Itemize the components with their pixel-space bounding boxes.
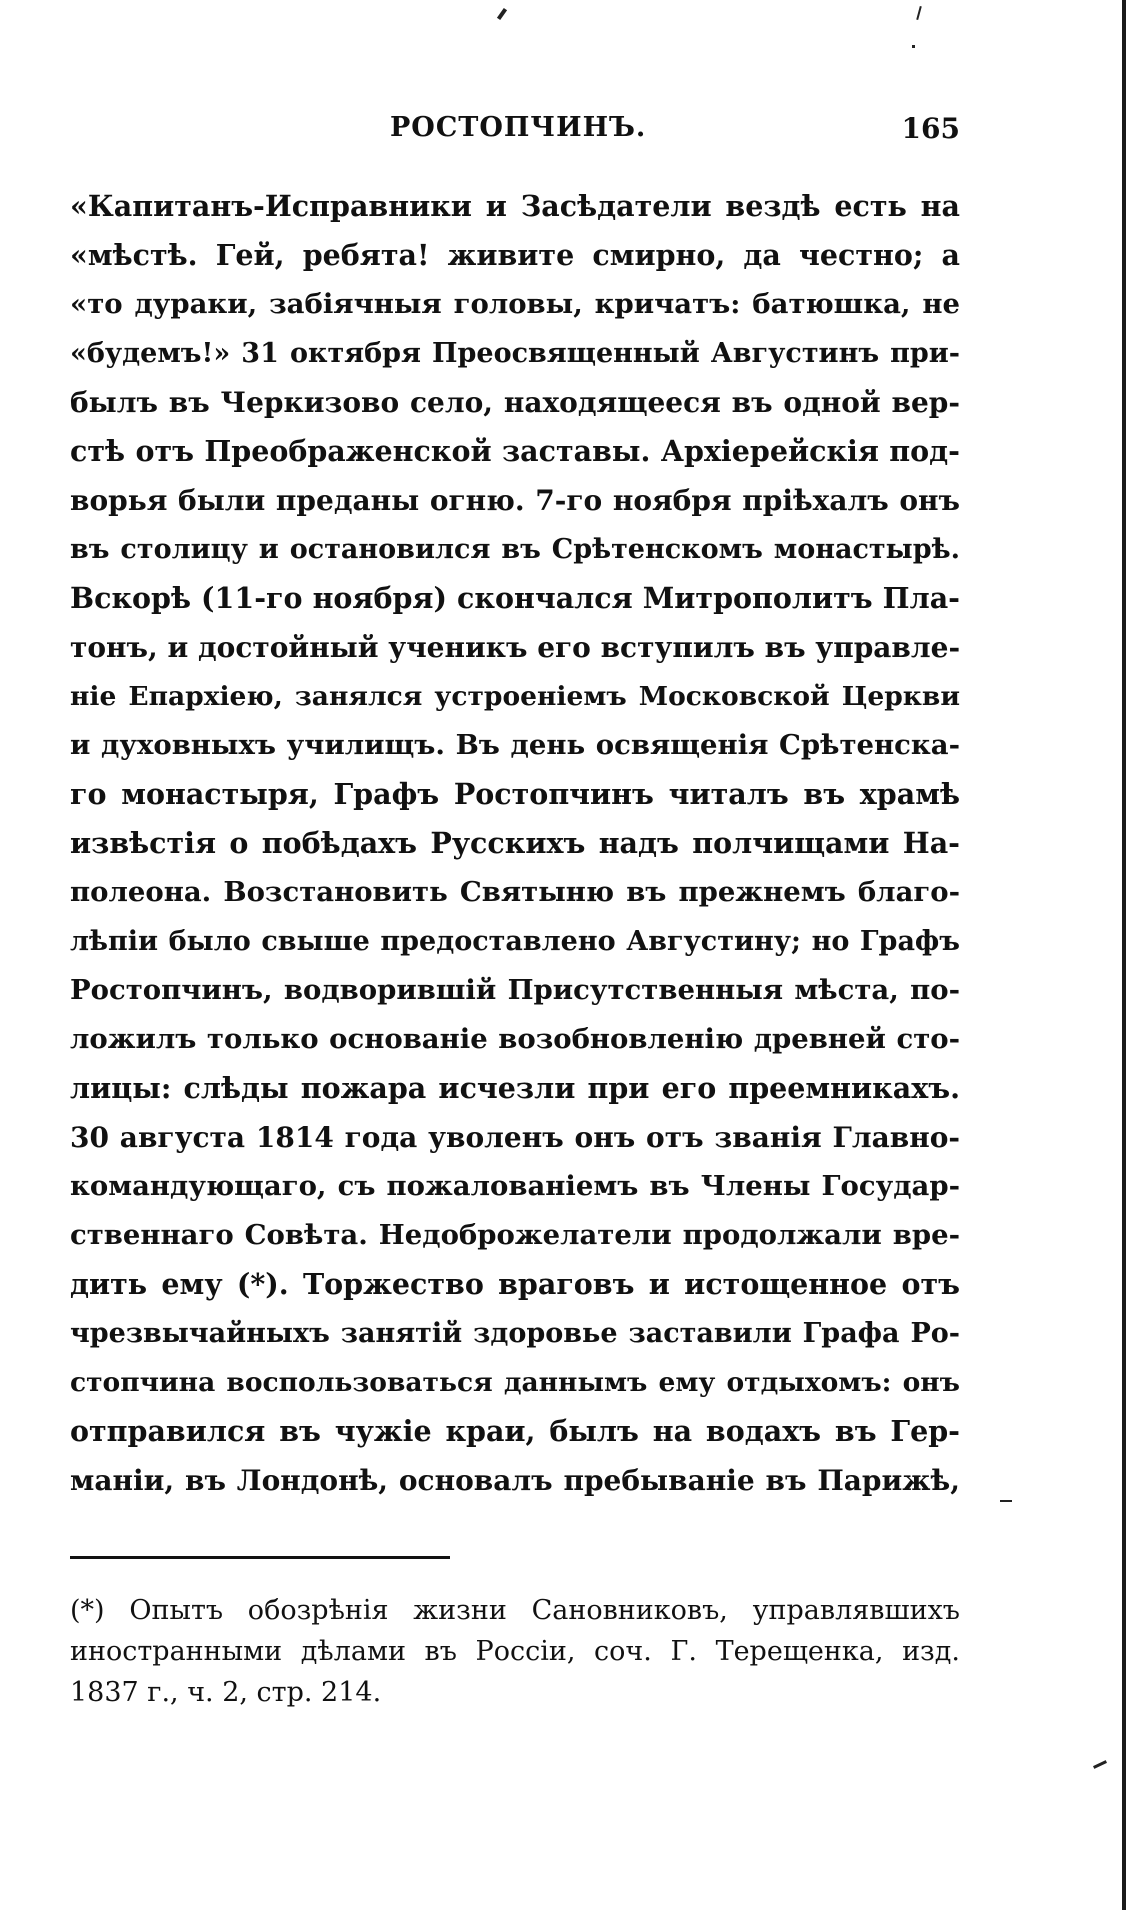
- text-line: лѣпіи было свыше предоставлено Августину; но Графъ: [70, 926, 960, 957]
- scan-speck: [497, 8, 507, 20]
- text-line: Ростопчинъ, водворившій Присутственныя мѣста, по-: [70, 974, 960, 1006]
- page-header: [70, 112, 960, 162]
- body-text: [70, 182, 960, 1505]
- text-line: «будемъ!» 31 октября Преосвященный Августинъ при-: [70, 338, 960, 369]
- footnote-line: иностранными дѣлами въ Россіи, соч. Г. Терещенка, изд.: [70, 1636, 960, 1667]
- scan-speck: [916, 6, 922, 20]
- page-edge-line: [1122, 0, 1126, 1910]
- page-number: 165: [901, 112, 960, 145]
- scan-speck: [912, 45, 915, 48]
- footnote-line: (*) Опытъ обозрѣнія жизни Сановниковъ, управлявшихъ: [70, 1595, 960, 1626]
- footnote-separator: [70, 1556, 450, 1559]
- text-line: 30 августа 1814 года уволенъ онъ отъ званія Главно-: [70, 1121, 960, 1154]
- text-line: ложилъ только основаніе возобновленію древней сто-: [70, 1023, 960, 1055]
- scan-speck: [1093, 1760, 1107, 1769]
- text-line: чрезвычайныхъ занятій здоровье заставили Графа Ро-: [70, 1318, 960, 1349]
- text-line: извѣстія о побѣдахъ Русскихъ надъ полчищами На-: [70, 826, 960, 860]
- text-line: дить ему (*). Торжество враговъ и истощенное отъ: [70, 1267, 960, 1301]
- text-line: въ столицу и остановился въ Срѣтенскомъ монастырѣ.: [70, 534, 960, 565]
- text-line: «то дураки, забіячныя головы, кричатъ: батюшка, не: [70, 288, 960, 320]
- text-line: стѣ отъ Преображенской заставы. Архіерейскія под-: [70, 434, 960, 468]
- text-line: отправился въ чужіе краи, былъ на водахъ въ Гер-: [70, 1414, 960, 1448]
- text-line: и духовныхъ училищъ. Въ день освященія Срѣтенска-: [70, 729, 960, 761]
- footnote: [70, 1590, 960, 1713]
- text-line: ніе Епархіею, занялся устроеніемъ Московской Церкви: [70, 681, 960, 712]
- text-line: «Капитанъ-Исправники и Засѣдатели вездѣ есть на: [70, 189, 960, 223]
- text-line: го монастыря, Графъ Ростопчинъ читалъ въ храмѣ: [70, 777, 960, 811]
- footnote-line: 1837 г., ч. 2, стр. 214.: [70, 1677, 382, 1708]
- text-line: тонъ, и достойный ученикъ его вступилъ въ управле-: [70, 631, 960, 664]
- text-line: былъ въ Черкизово село, находящееся въ одной вер-: [70, 386, 960, 419]
- text-line: полеона. Возстановить Святыню въ прежнемъ благо-: [70, 876, 960, 908]
- text-line: ворья были преданы огню. 7-го ноября пріѣхалъ онъ: [70, 484, 960, 517]
- scan-speck: [1000, 1500, 1012, 1502]
- text-line: ственнаго Совѣта. Недоброжелатели продолжали вре-: [70, 1219, 960, 1251]
- text-line: «мѣстѣ. Гей, ребята! живите смирно, да честно; а: [70, 238, 960, 272]
- text-line: командующаго, съ пожалованіемъ въ Члены Государ-: [70, 1170, 960, 1202]
- text-line: Вскорѣ (11-го ноября) скончался Митрополитъ Пла-: [70, 581, 960, 615]
- text-line: стопчина воспользоваться даннымъ ему отдыхомъ: онъ: [70, 1367, 960, 1398]
- text-line: маніи, въ Лондонѣ, основалъ пребываніе въ Парижѣ,: [70, 1464, 960, 1497]
- running-title: РОСТОПЧИНЪ.: [390, 112, 647, 143]
- text-line: лицы: слѣды пожара исчезли при его преемникахъ.: [70, 1071, 960, 1105]
